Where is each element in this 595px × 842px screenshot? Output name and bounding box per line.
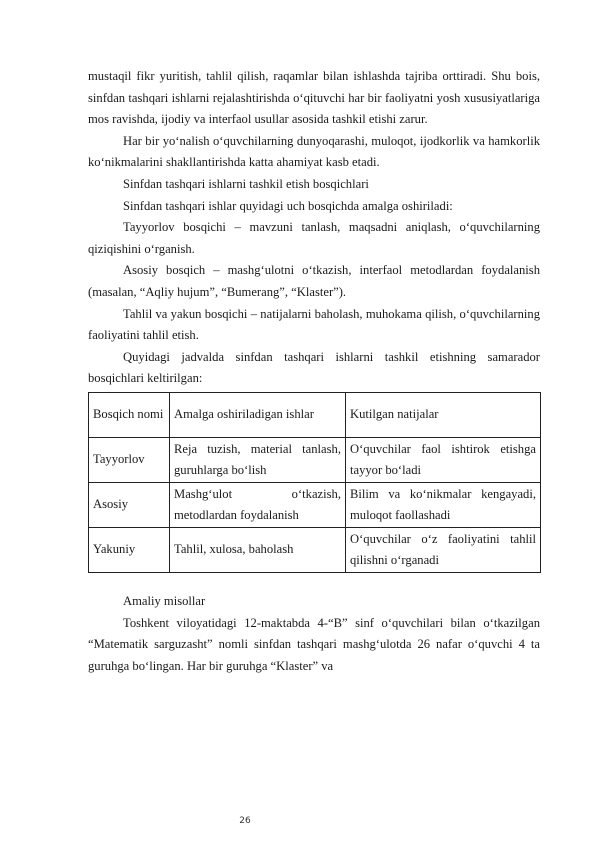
paragraph-preparation-stage: Tayyorlov bosqichi – mavzuni tanlash, maqsadni aniqlash, o‘quvchilarning qiziqishini o‘rganish. bbox=[88, 220, 540, 256]
table-header-cell: Amalga oshiriladigan ishlar bbox=[170, 392, 346, 437]
section-heading-examples: Amaliy misollar bbox=[123, 593, 206, 608]
table-cell: O‘quvchilar o‘z faoliyatini tahlil qilishni o‘rganadi bbox=[346, 527, 541, 572]
paragraph-table-intro: Quyidagi jadvalda sinfdan tashqari ishlarni tashkil etishning samarador bosqichlari keltirilgan: bbox=[88, 349, 540, 386]
paragraph-main-stage: Asosiy bosqich – mashg‘ulotni o‘tkazish, interfaol metodlardan foydalanish (masalan, “Aqliy hujum”, “Bumerang”, “Klaster”). bbox=[88, 263, 540, 299]
stages-table bbox=[88, 392, 541, 573]
table-cell: Tahlil, xulosa, baholash bbox=[170, 527, 346, 572]
table-header-cell: Bosqich nomi bbox=[89, 392, 170, 437]
table-cell: Yakuniy bbox=[89, 527, 170, 572]
page-number: 26 bbox=[239, 816, 251, 826]
table-header-row bbox=[89, 392, 541, 437]
section-heading-stages: Sinfdan tashqari ishlarni tashkil etish bosqichlari bbox=[123, 176, 369, 191]
paragraph-example: Toshkent viloyatidagi 12-maktabda 4-“B” sinf o‘quvchilari bilan o‘tkazilgan “Matematik sarguzasht” nomli sinfdan tashqari mashg‘ulotda 26 nafar o‘quvchi 4 ta guruhga bo‘lingan. Har bir guruhga “Klaster” va bbox=[88, 615, 540, 673]
table-cell: O‘quvchilar faol ishtirok etishga tayyor bo‘ladi bbox=[346, 437, 541, 482]
table-cell: Bilim va ko‘nikmalar kengayadi, muloqot faollashadi bbox=[346, 482, 541, 527]
table-header-cell: Kutilgan natijalar bbox=[346, 392, 541, 437]
table-cell: Asosiy bbox=[89, 482, 170, 527]
paragraph-directions: Har bir yo‘nalish o‘quvchilarning dunyoqarashi, muloqot, ijodkorlik va hamkorlik ko‘nikmalarini shakllantirishda katta ahamiyat kasb etadi. bbox=[88, 133, 540, 170]
paragraph-three-stages: Sinfdan tashqari ishlar quyidagi uch bosqichda amalga oshiriladi: bbox=[123, 198, 453, 213]
table-cell: Tayyorlov bbox=[89, 437, 170, 482]
table-row bbox=[89, 482, 541, 527]
table-cell: Reja tuzish, material tanlash, guruhlarga bo‘lish bbox=[170, 437, 346, 482]
paragraph-intro-continuation: mustaqil fikr yuritish, tahlil qilish, raqamlar bilan ishlashda tajriba orttiradi. Shu bois, sinfdan tashqari ishlarni rejalashtirishda o‘qituvchi har bir faoliyatni yosh xususiyatlariga mos ravishda, ijodiy va interfaol usullar asosida tashkil etishi zarur. bbox=[88, 69, 540, 127]
table-cell: Mashg‘ulot o‘tkazish, metodlardan foydalanish bbox=[170, 482, 346, 527]
paragraph-analysis-stage: Tahlil va yakun bosqichi – natijalarni baholash, muhokama qilish, o‘quvchilarning faoliyatini tahlil etish. bbox=[88, 306, 540, 343]
spacer bbox=[88, 573, 540, 591]
table-row bbox=[89, 527, 541, 572]
document-page bbox=[88, 66, 540, 677]
table-row bbox=[89, 437, 541, 482]
